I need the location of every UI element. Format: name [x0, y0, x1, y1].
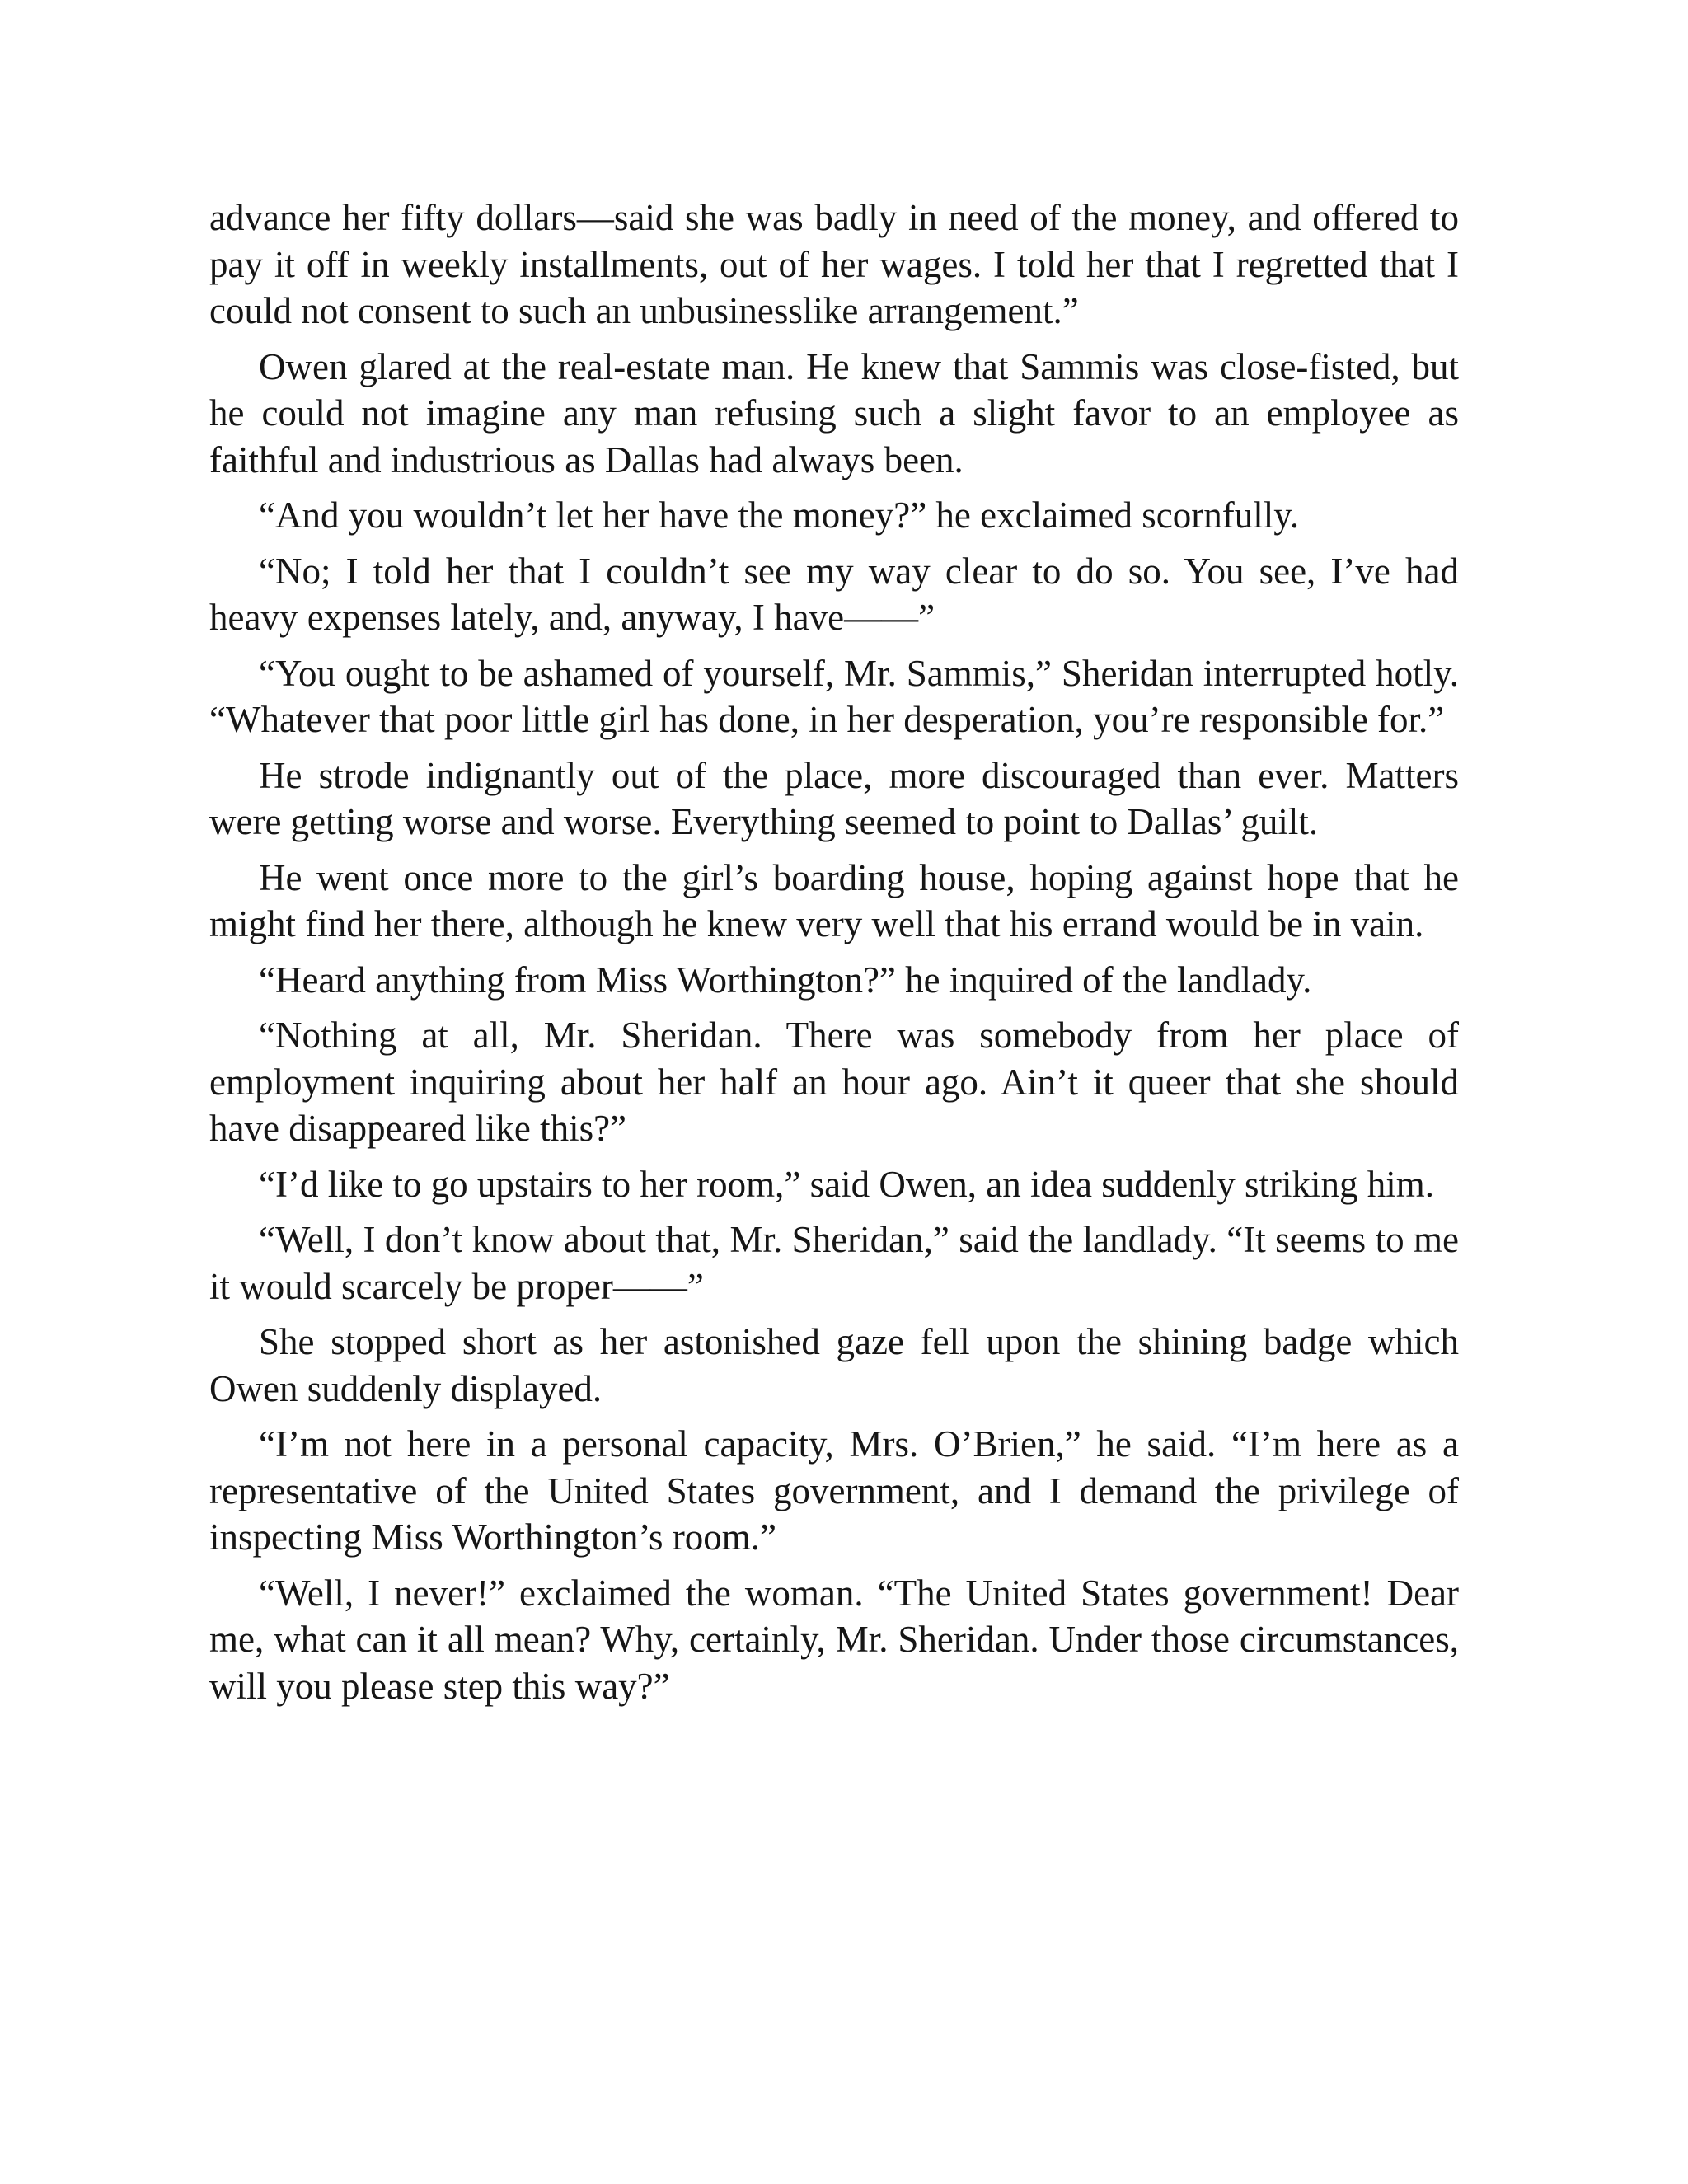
book-page	[209, 194, 1459, 1718]
paragraph: “Nothing at all, Mr. Sheridan. There was somebody from her place of employment inquiring about her half an hour ago. Ain’t it queer that she should have disappeared like this?”	[209, 1015, 1459, 1149]
paragraph: She stopped short as her astonished gaze fell upon the shining badge which Owen suddenly displayed.	[209, 1321, 1459, 1409]
paragraph: “Heard anything from Miss Worthington?” he inquired of the landlady.	[259, 958, 1312, 1001]
paragraph: “And you wouldn’t let her have the money?” he exclaimed scornfully.	[259, 494, 1300, 536]
paragraph: “You ought to be ashamed of yourself, Mr. Sammis,” Sheridan interrupted hotly. “Whatever that poor little girl has done, in her desperation, you’re responsible for.”	[209, 652, 1459, 740]
paragraph: “I’m not here in a personal capacity, Mrs. O’Brien,” he said. “I’m here as a representative of the United States government, and I demand the privilege of inspecting Miss Worthington’s room.”	[209, 1423, 1459, 1558]
paragraph: He went once more to the girl’s boarding house, hoping against hope that he might find her there, although he knew very well that his errand would be in vain.	[209, 856, 1459, 944]
paragraph: Owen glared at the real-estate man. He knew that Sammis was close-fisted, but he could not imagine any man refusing such a slight favor to an employee as faithful and industrious as Dallas had always been.	[209, 345, 1459, 480]
paragraph: He strode indignantly out of the place, more discouraged than ever. Matters were getting worse and worse. Everything seemed to point to Dallas’ guilt.	[209, 754, 1459, 842]
paragraph-continuation: advance her fifty dollars—said she was badly in need of the money, and offered to pay it off in weekly installments, out of her wages. I told her that I regretted that I could not consent to such an unbusinesslike arrangement.”	[209, 197, 1459, 331]
paragraph: “Well, I never!” exclaimed the woman. “The United States government! Dear me, what can it all mean? Why, certainly, Mr. Sheridan. Under those circumstances, will you please step this way?”	[209, 1572, 1459, 1707]
paragraph: “Well, I don’t know about that, Mr. Sheridan,” said the landlady. “It seems to me it would scarcely be proper——”	[209, 1219, 1459, 1307]
paragraph: “No; I told her that I couldn’t see my way clear to do so. You see, I’ve had heavy expenses lately, and, anyway, I have——”	[209, 550, 1459, 638]
paragraph: “I’d like to go upstairs to her room,” said Owen, an idea suddenly striking him.	[259, 1163, 1434, 1205]
